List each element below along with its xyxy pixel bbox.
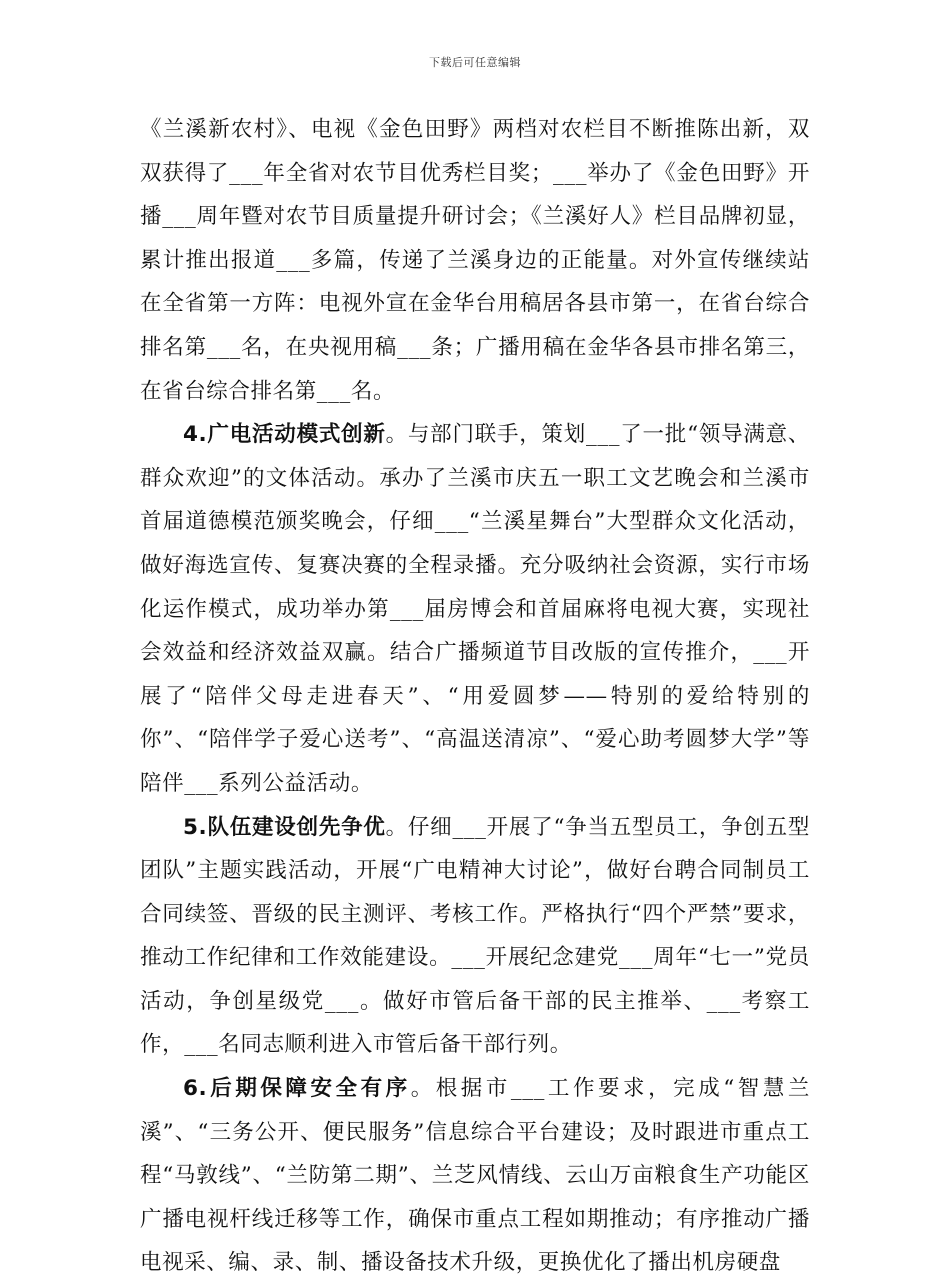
paragraph-text: 。根据市___工作要求，完成“智慧兰溪”、“三务公开、便民服务”信息综合平台建设；及时跟进市重点工程“马敦线”、“兰防第二期”、兰芝风情线、云山万亩粮食生产功能区广播电视杆线迁移等工作，确保市重点工程如期推动；有序推动广播电视采、编、录、制、播设备技术升级，更换优化了播出机房硬盘 [140,1076,810,1276]
section-heading: 5.队伍建设创先争优 [183,814,386,840]
paragraph-text: 《兰溪新农村》、电视《金色田野》两档对农栏目不断推陈出新，双双获得了___年全省对农节目优秀栏目奖；___举办了《金色田野》开播___周年暨对农节目质量提升研讨会；《兰溪好人》栏目品牌初显，累计推出报道___多篇，传递了兰溪身边的正能量。对外宣传继续站在全省第一方阵：电视外宣在金华台用稿居各县市第一，在省台综合排名第___名，在央视用稿___条；广播用稿在金华各县市排名第三，在省台综合排名第___名。 [140,117,810,404]
document-body [140,108,810,1285]
section-heading: 4.广电活动模式创新 [183,422,386,448]
paragraph-text: 。仔细___开展了“争当五型员工，争创五型团队”主题实践活动，开展“广电精神大讨论”，做好台聘合同制员工合同续签、晋级的民主测评、考核工作。严格执行“四个严禁”要求，推动工作纪律和工作效能建设。___开展纪念建党___周年“七一”党员活动，争创星级党___。做好市管后备干部的民主推举、___考察工作，___名同志顺利进入市管后备干部行列。 [140,814,810,1058]
section-heading: 6.后期保障安全有序 [183,1076,411,1102]
paragraph-publicity [140,108,810,413]
page-header: 下载后可任意编辑 [429,56,521,69]
paragraph-text: 。与部门联手，策划___了一批“领导满意、群众欢迎”的文体活动。承办了兰溪市庆五一职工文艺晚会和兰溪市首届道德模范颁奖晚会，仔细___“兰溪星舞台”大型群众文化活动，做好海选宣传、复赛决赛的全程录播。充分吸纳社会资源，实行市场化运作模式，成功举办第___届房博会和首届麻将电视大赛，实现社会效益和经济效益双赢。结合广播频道节目改版的宣传推介，___开展了“陪伴父母走进春天”、“用爱圆梦——特别的爱给特别的你”、“陪伴学子爱心送考”、“高温送清凉”、“爱心助考圆梦大学”等陪伴___系列公益活动。 [140,422,810,796]
paragraph-safety [140,1067,810,1285]
paragraph-team-building [140,806,810,1068]
paragraph-activities [140,413,810,805]
